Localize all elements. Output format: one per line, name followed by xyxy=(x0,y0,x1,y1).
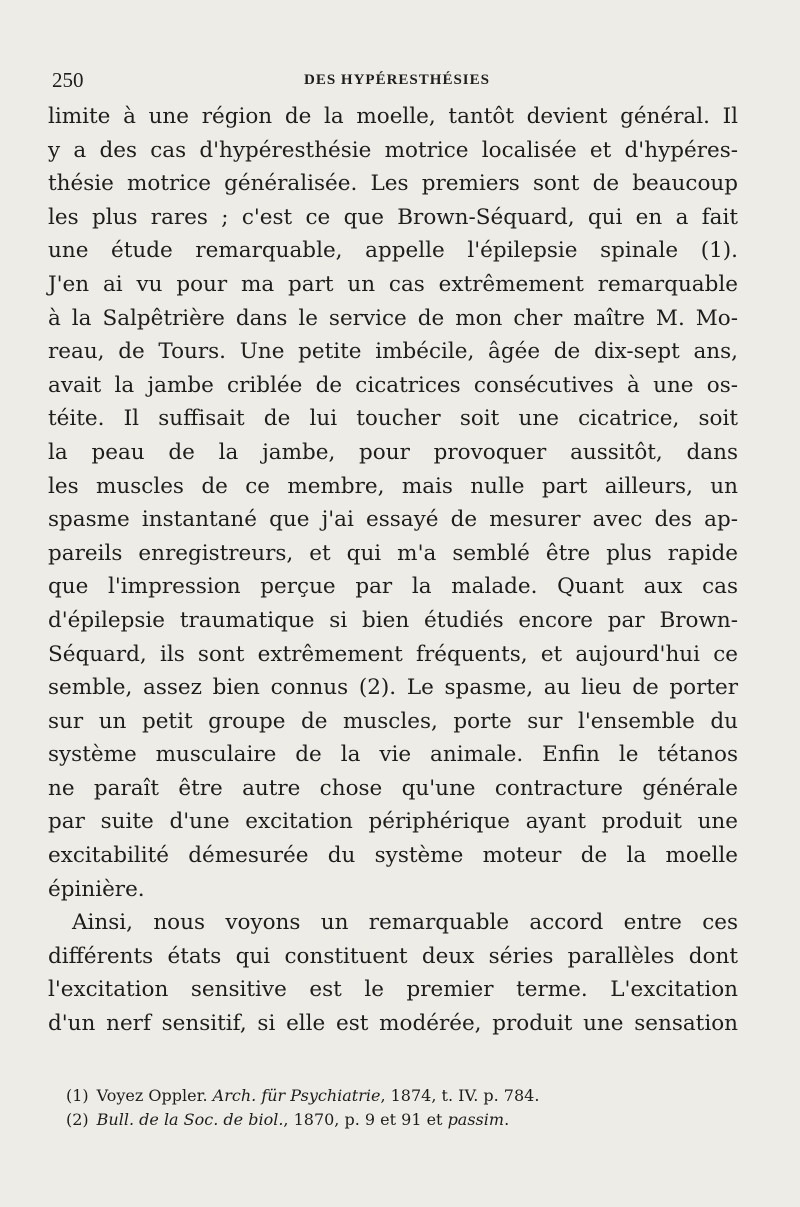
paragraph-first-line: Ainsi, nous voyons un remarquable accord entre ces xyxy=(72,910,738,936)
footnote-journal-title: Bull. de la Soc. de biol. xyxy=(96,1110,284,1129)
text-line: téite. Il suffisait de lui toucher soit une cicatrice, soit xyxy=(48,406,738,432)
text-line: les plus rares ; c'est ce que Brown-Séquard, qui en a fait xyxy=(48,204,738,230)
text-line: sur un petit groupe de muscles, porte sur l'ensemble du xyxy=(48,708,738,734)
text-line: d'épilepsie traumatique si bien étudiés encore par Brown- xyxy=(48,607,738,633)
page-number: 250 xyxy=(52,68,84,92)
text-line: à la Salpêtrière dans le service de mon cher maître M. Mo- xyxy=(48,305,738,331)
footnote-italic-text: passim xyxy=(447,1110,505,1129)
running-title: DES HYPÉRESTHÉSIES xyxy=(304,72,490,88)
footnote-text: . xyxy=(504,1110,510,1129)
text-line: une étude remarquable, appelle l'épilepsie spinale (1). xyxy=(48,238,738,264)
text-line: J'en ai vu pour ma part un cas extrêmement remarquable xyxy=(48,271,738,297)
footnote-mark: (2) xyxy=(66,1110,89,1129)
text-line: par suite d'une excitation périphérique ayant produit une xyxy=(48,809,738,835)
text-line: ne paraît être autre chose qu'une contracture générale xyxy=(48,775,738,801)
page-header xyxy=(52,68,742,98)
text-line: système musculaire de la vie animale. Enfin le tétanos xyxy=(48,742,738,768)
text-line: y a des cas d'hypéresthésie motrice localisée et d'hypéres- xyxy=(48,137,738,163)
body-text xyxy=(48,100,738,1041)
text-line: reau, de Tours. Une petite imbécile, âgée de dix-sept ans, xyxy=(48,339,738,365)
footnote xyxy=(66,1108,726,1132)
text-line: différents états qui constituent deux séries parallèles dont xyxy=(48,943,738,969)
text-line: la peau de la jambe, pour provoquer aussitôt, dans xyxy=(48,439,738,465)
text-line: les muscles de ce membre, mais nulle part ailleurs, un xyxy=(48,473,738,499)
text-line: limite à une région de la moelle, tantôt devient général. Il xyxy=(48,104,738,129)
footnote-text: Voyez Oppler. xyxy=(96,1086,213,1105)
text-line: thésie motrice généralisée. Les premiers sont de beaucoup xyxy=(48,171,738,197)
footnote xyxy=(66,1084,726,1108)
footnote-journal-title: Arch. für Psychiatrie xyxy=(212,1086,381,1105)
text-line: excitabilité démesurée du système moteur de la moelle xyxy=(48,843,738,869)
text-line: épinière. xyxy=(48,876,145,902)
text-line: d'un nerf sensitif, si elle est modérée, produit une sensation xyxy=(48,1011,738,1037)
footnote-mark: (1) xyxy=(66,1086,89,1105)
footnotes xyxy=(66,1084,726,1132)
text-line: Séquard, ils sont extrêmement fréquents, et aujourd'hui ce xyxy=(48,641,738,667)
footnote-text: , 1874, t. IV. p. 784. xyxy=(380,1086,540,1105)
text-line: que l'impression perçue par la malade. Quant aux cas xyxy=(48,574,738,600)
text-line: pareils enregistreurs, et qui m'a semblé être plus rapide xyxy=(48,540,738,566)
text-line: avait la jambe criblée de cicatrices consécutives à une os- xyxy=(48,372,738,398)
text-line: semble, assez bien connus (2). Le spasme, au lieu de porter xyxy=(48,675,738,701)
text-line: spasme instantané que j'ai essayé de mesurer avec des ap- xyxy=(48,507,738,533)
text-line: l'excitation sensitive est le premier terme. L'excitation xyxy=(48,977,738,1003)
footnote-text: , 1870, p. 9 et 91 et xyxy=(283,1110,448,1129)
